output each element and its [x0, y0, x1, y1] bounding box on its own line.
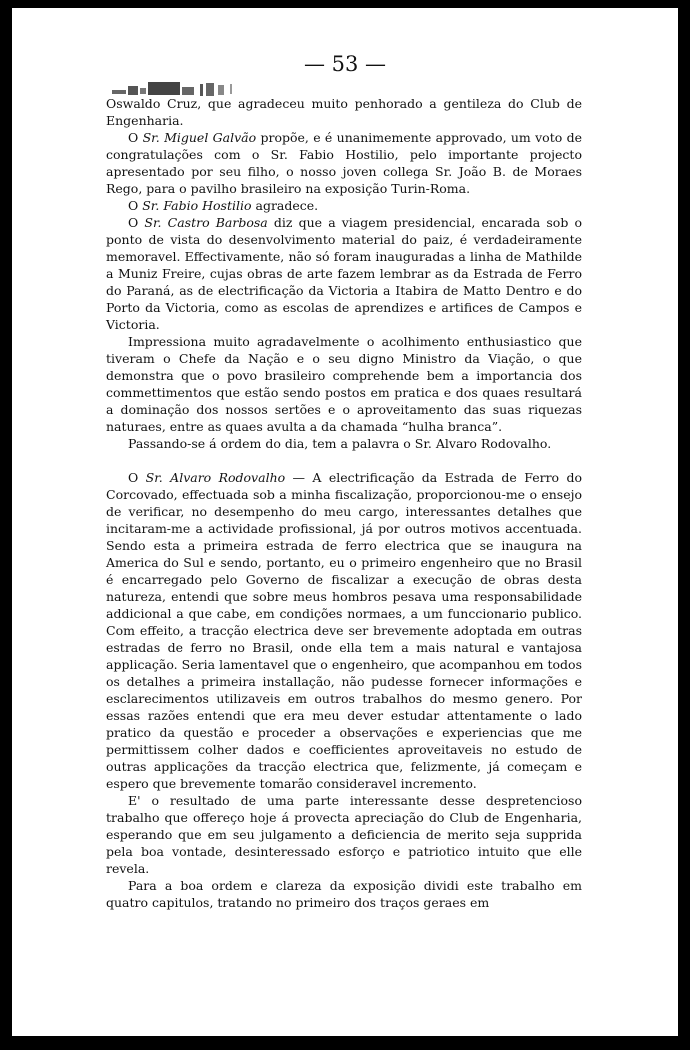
page-number: — 53 —: [303, 52, 387, 76]
speaker-name: Sr. Alvaro Rodovalho: [145, 470, 286, 485]
speaker-name: Sr. Fabio Hostilio: [142, 198, 252, 213]
paragraph: E' o resultado de uma parte interessante desse despretencioso trabalho que offereço hoje á provecta apreciação do Club de Engenharia, esperando que em seu julgamento a deficiencia de merito seja supprida pela boa vontade, desinteressado esforço e patriotico intuito que elle revela.: [106, 793, 582, 876]
speaker-name: Sr. Castro Barbosa: [144, 215, 268, 230]
paragraph: O Sr. Alvaro Rodovalho — A electrificação da Estrada de Ferro do Corcovado, effectuada sob a minha fiscalização, proporcionou-me o ensejo de verificar, no desempenho do meu cargo, interessantes detalhes que incitaram-me a actividade profissional, já por outros motivos accentuada. Sendo esta a primeira estrada de ferro electrica que se inaugura na America do Sul e sendo, portanto, eu o primeiro engenheiro que no Brasil é encarregado pelo Governo de fiscalizar a execução de obras desta natureza, entendi que sobre meus hombros pesava uma responsabilidade addicional a que cabe, em condições normaes, a um funccionario publico. Com effeito, a tracção electrica deve ser brevemente adoptada em outras estradas de ferro no Brasil, onde ella tem a mais natural e vantajosa applicação. Seria lamentavel que o engenheiro, que acompanhou em todos os detalhes a primeira installação, não pudesse fornecer informações e esclarecimentos utilizaveis em outros trabalhos do mesmo genero. Por essas razões entendi que era meu dever estudar attentamente o lado pratico da questão e proceder a observações e experiencias que me permittissem colher dados e coefficientes aproveitaveis no estudo de outras applicações da tracção electrica que, felizmente, já começam e espero que brevemente tomarão consideravel incremento.: [106, 470, 582, 791]
paragraph: O Sr. Miguel Galvão propõe, e é unanimemente approvado, um voto de congratulações com o Sr. Fabio Hostilio, pelo importante projecto apresentado por seu filho, o nosso joven collega Sr. João B. de Moraes Rego, para o pavilho brasileiro na exposição Turin-Roma.: [106, 130, 582, 196]
document-page: [12, 8, 678, 1036]
paragraph: Para a boa ordem e clareza da exposição dividi este trabalho em quatro capitulos, tratando no primeiro dos traços geraes em: [106, 878, 582, 910]
body-text: [106, 95, 582, 911]
paragraph: Oswaldo Cruz, que agradeceu muito penhorado a gentileza do Club de Engenharia.: [106, 96, 582, 128]
paragraph: Passando-se á ordem do dia, tem a palavra o Sr. Alvaro Rodovalho.: [128, 436, 552, 451]
paragraph: Impressiona muito agradavelmente o acolhimento enthusiastico que tiveram o Chefe da Nação e o seu digno Ministro da Viação, o que demonstra que o povo brasileiro comprehende bem a importancia dos commettimentos que estão sendo postos em pratica e dos quaes resultará a dominação dos nossos sertões e o aproveitamento das suas riquezas naturaes, entre as quaes avulta a da chamada “hulha branca”.: [106, 334, 582, 434]
paragraph: O Sr. Castro Barbosa diz que a viagem presidencial, encarada sob o ponto de vista do desenvolvimento material do paiz, é verdadeiramente memoravel. Effectivamente, não só foram inauguradas a linha de Mathilde a Muniz Freire, cujas obras de arte fazem lembrar as da Estrada de Ferro do Paraná, as de electrificação da Victoria a Itabira de Matto Dentro e do Porto da Victoria, como as escolas de aprendizes e artifices de Campos e Victoria.: [106, 215, 582, 332]
paragraph: O Sr. Fabio Hostilio agradece.: [128, 198, 319, 213]
speaker-name: Sr. Miguel Galvão: [142, 130, 257, 145]
